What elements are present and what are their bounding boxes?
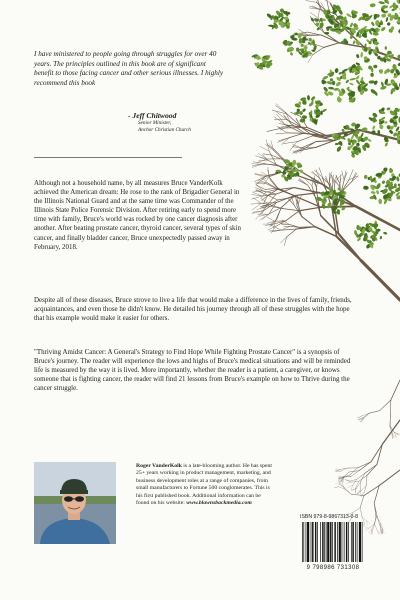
tree-branch [302,142,316,148]
endorsement-attribution [128,111,238,133]
tree-leaf [349,22,353,28]
tree-branch [297,136,313,142]
tree-leaf [356,54,360,59]
tree-leaf [355,75,360,80]
tree-leaf [349,77,356,80]
tree-branch [371,444,382,462]
barcode-bar [359,522,361,562]
tree-branch [270,219,277,227]
author-photo [34,462,116,544]
tree-branch [255,182,265,183]
tree-leaf [345,79,349,84]
tree-branch [292,147,302,148]
author-bio [136,463,272,508]
barcode-bar [306,522,307,562]
tree-leaf [381,14,386,18]
tree-leaf [370,72,374,77]
barcode-bar [357,522,358,562]
tree-branch [357,416,362,418]
tree-branch [299,207,321,211]
tree-leaf [297,109,300,113]
tree-branch [276,221,286,227]
tree-branch [251,203,262,204]
tree-branch [263,154,271,155]
tree-branch [365,465,377,474]
endorser-role-1: Senior Minister, [138,120,172,126]
tree-branch [363,413,369,418]
tree-leaf [312,39,316,46]
tree-branch [337,481,340,484]
barcode-bar [307,522,309,562]
tree-branch [345,480,350,481]
tree-branch [382,420,400,444]
barcode-bar [355,522,356,562]
tree-leaf [385,17,388,22]
author-website[interactable]: www.blawnsbackmedia.com [186,500,252,507]
tree-branch [276,196,294,203]
tree-leaf [352,40,355,44]
barcode-bar [351,522,352,562]
tree-leaf [384,142,388,147]
tree-branch [340,484,345,488]
tree-branch [360,490,361,495]
barcode-bar [327,522,329,562]
tree-branch [286,211,299,221]
tree-branch [377,530,379,534]
tree-branch [260,146,269,151]
tree-branch [351,485,353,490]
tree-branch [359,475,367,481]
tree-leaf [302,115,308,119]
isbn-number: ISBN 979-8-9867313-0-8 [300,514,358,520]
tree-leaf [373,65,377,68]
tree-branch [341,468,347,471]
tree-leaf [379,124,384,130]
tree-branch [281,229,296,230]
tree-branch [310,6,321,9]
tree-branch [342,171,344,180]
tree-leaf [381,180,386,185]
barcode-bar [326,522,327,562]
tree-branch [380,400,391,411]
tree-branch [324,43,339,48]
endorsement-quote: I have ministered to people going through struggles for over 40 years. The principles outlined in this book are of significant benefit to those facing cancer and other serious illnesses. I highly recommend this book [34,50,224,87]
tree-leaf [330,78,333,81]
barcode-bar [324,522,325,562]
tree-leaf [324,32,329,35]
barcode-bar [344,522,345,562]
barcode-bar [322,522,323,562]
tree-branch [348,485,353,487]
description-paragraph-3: "Thriving Amidst Cancer: A General's Strategy to Find Hope While Fighting Prostate Cancer" is a synopsis of Bruce's journey. The reader will experience the lows and highs of Bruce's medical situations and will be reminded life is measured by the way it is lived. More importantly, whether the reader is a patient, a caregiver, or knows someone that is fighting cancer, the reader will find 21 lessons from Bruce's example on how to Thrive during the cancer struggle. [34,348,351,393]
tree-branch [283,226,290,229]
tree-leaf [383,231,388,235]
tree-leaf [371,191,376,194]
tree-branch [353,508,360,513]
tree-branch [375,525,377,531]
tree-branch [336,483,340,484]
tree-branch [267,217,274,221]
tree-leaf [363,186,369,190]
tree-branch [393,433,396,437]
tree-leaf [379,69,383,74]
tree-branch [255,183,265,184]
tree-leaf [335,81,342,87]
tree-leaf [386,107,390,111]
tree-leaf [372,117,376,123]
barcode-bar [339,522,341,562]
tree-leaf [334,68,338,73]
tree-leaf [300,44,304,47]
tree-branch [321,206,356,207]
tree-branch [256,211,264,220]
tree-leaf [328,87,334,90]
tree-branch [264,195,268,202]
tree-branch [318,6,320,18]
tree-branch [274,150,283,159]
barcode-bar [311,522,312,562]
tree-leaf [388,129,393,134]
tree-branch [334,487,338,488]
tree-branch [380,529,382,533]
author-name: Roger VanderKolk [136,463,182,469]
tree-branch [391,380,400,400]
tree-leaf [336,146,342,153]
tree-branch [350,468,358,475]
tree-leaf [364,175,368,179]
tree-leaf [372,125,376,130]
tree-branch [261,203,276,204]
tree-branch [340,468,347,469]
tree-branch [310,12,318,18]
tree-leaf [371,21,375,26]
tree-branch [377,444,382,464]
tree-branch [394,432,399,434]
barcode-bar [342,522,343,562]
tree-leaf [367,138,372,142]
tree-branch [360,473,365,482]
barcode-bar [362,522,363,562]
tree-branch [352,176,359,182]
tree-leaf [386,22,391,27]
description-paragraph-1: Although not a household name, by all measures Bruce VanderKolk achieved the American dream: He rose to the rank of Brigadier General in the Illinois National Guard and at the same time was Commander of the Illinois State Police Forensic Division. After retiring early to spend more time with family, Bruce's world was rocked by one cancer diagnosis after another. After beating prostate cancer, thyroid cancer, several types of skin cancer, and finally bladder cancer, Bruce unexpectedly passed away in February, 2018. [34,179,241,251]
tree-leaf [380,26,386,32]
tree-branch [377,530,380,534]
tree-leaf [385,46,387,50]
tree-branch [302,216,315,226]
endorser-role-2: Anchor Christian Church [138,126,191,133]
tree-leaf [307,95,310,101]
tree-branch [256,190,265,194]
tree-leaf [332,81,336,86]
barcode-bar [320,522,321,562]
tree-branch [376,516,381,524]
barcode-bar [346,522,347,562]
tree-branch [339,476,344,477]
tree-branch [357,473,365,479]
tree-branch [253,198,261,203]
tree-branch [375,516,376,525]
tree-branch [335,176,340,182]
tree-leaf [296,47,299,51]
tree-leaf [380,236,383,240]
tree-branch [369,530,372,533]
barcode-bar [337,522,338,562]
tree-leaf [372,32,379,37]
tree-leaf [357,237,362,242]
barcode-bar [348,522,349,562]
tree-leaf [396,176,400,182]
tree-branch [287,229,297,237]
barcode-bar [303,522,304,562]
tree-branch [276,106,288,115]
tree-leaf [378,198,382,204]
tree-branch [295,193,319,196]
tree-leaf [378,1,385,5]
tree-branch [356,206,400,230]
tree-branch [321,2,325,9]
description-paragraph-2: Despite all of these diseases, Bruce strove to live a life that would make a difference in the lives of family, friends, acquaintances, and even those he didn't know. He detailed his journey through all of these struggles with the hope that his example would make it easier for others. [34,296,352,323]
tree-leaf [349,82,354,86]
tree-branch [276,208,282,220]
tree-branch [274,150,283,159]
barcode-bar [312,522,313,562]
endorser-name: - Jeff Chitwood [128,111,177,120]
tree-branch [347,482,352,483]
barcode-bar [352,522,353,562]
tree-branch [294,188,319,193]
tree-leaf [321,108,327,113]
tree-leaf [360,52,363,58]
tree-branch [329,172,331,181]
tree-leaf [315,22,320,27]
tree-leaf [394,183,397,188]
tree-branch [367,465,377,476]
tree-leaf [290,52,294,56]
tree-branch [344,171,346,181]
tree-branch [284,142,298,144]
tree-branch [312,171,319,178]
tree-leaf [384,121,388,124]
barcode-bar [315,522,316,562]
tree-branch [268,145,274,150]
tree-leaf [335,143,339,145]
tree-branch [270,180,278,190]
tree-leaf [302,108,306,113]
barcode-bar [332,522,333,562]
tree-leaf [346,13,352,18]
tree-branch [360,508,362,517]
tree-branch [257,159,267,163]
tree-branch [366,475,367,485]
tree-branch [344,489,351,494]
barcode-bar [317,522,318,562]
barcode-bar [302,522,303,562]
section-divider [34,157,182,158]
tree-branch [372,530,373,534]
tree-leaf [360,91,363,95]
barcode-bar [330,522,331,562]
tree-branch [276,133,287,134]
tree-branch [289,133,304,138]
tree-branch [322,0,331,3]
tree-leaf [370,3,376,7]
author-bio-text: is a late-blooming author. He has spent 25+ years working in product management, marketing, and business development roles at a range of companies, from small manufacturers to Fortune 500 conglomerates. This is his first published book. Additional information can be found on his website: [136,463,272,507]
tree-branch [360,496,364,508]
tree-branch [306,1,317,3]
tree-branch [379,470,400,486]
tree-branch [369,411,379,413]
tree-leaf [376,190,380,195]
tree-branch [377,516,379,525]
tree-branch [267,128,282,132]
tree-branch [252,196,263,199]
barcode-bar [334,522,335,562]
tree-branch [298,196,301,205]
barcode-digits: 9 798986 731308 [306,565,360,571]
tree-branch [361,261,400,300]
tree-leaf [356,143,359,147]
